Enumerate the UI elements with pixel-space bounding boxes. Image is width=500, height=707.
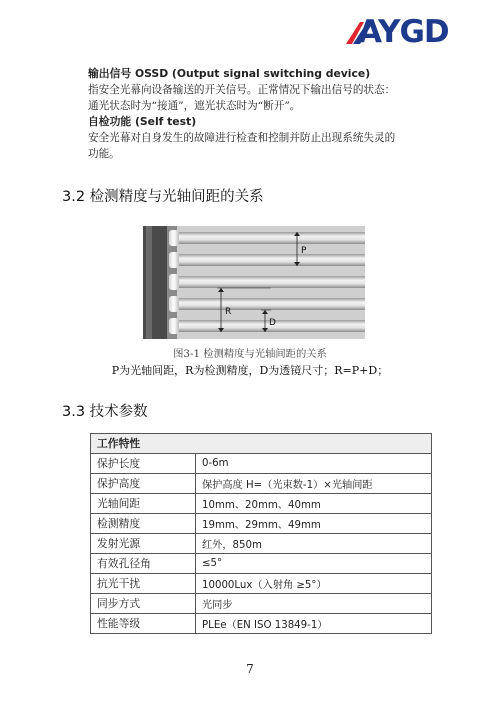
- company-logo: [344, 16, 464, 48]
- param-value: 0-6m: [196, 454, 432, 474]
- param-name: 检测精度: [91, 514, 196, 534]
- table-row: [91, 594, 432, 614]
- param-value: 红外，850m: [196, 534, 432, 554]
- light-curtain-diagram: [143, 226, 365, 339]
- param-value: ≤5°: [196, 554, 432, 574]
- table-header-cell: 工作特性: [91, 434, 432, 454]
- table-row: [91, 614, 432, 634]
- param-name: 保护长度: [91, 454, 196, 474]
- label-d: D: [269, 318, 276, 328]
- precision-spacing-figure: [143, 226, 365, 339]
- table-row: [91, 574, 432, 594]
- param-name: 同步方式: [91, 594, 196, 614]
- output-signal-title: 输出信号 OSSD (Output signal switching device): [88, 67, 371, 80]
- param-value: 保护高度 H=（光束数-1）×光轴间距: [196, 474, 432, 494]
- self-test-title: 自检功能 (Self test): [88, 115, 197, 128]
- param-name: 光轴间距: [91, 494, 196, 514]
- table-row: [91, 514, 432, 534]
- param-value: PLEe（EN ISO 13849-1）: [196, 614, 432, 634]
- output-signal-line-1: 指安全光幕向设备输送的开关信号。正常情况下输出信号的状态：: [88, 84, 396, 96]
- spec-table: [90, 433, 432, 634]
- light-beam: [173, 276, 365, 288]
- table-row: [91, 554, 432, 574]
- table-row: [91, 474, 432, 494]
- section-heading-3-3: 3.3 技术参数: [62, 404, 148, 420]
- table-header-row: [91, 434, 432, 454]
- light-beam: [173, 254, 365, 266]
- table-row: [91, 454, 432, 474]
- param-value: 光同步: [196, 594, 432, 614]
- self-test-line-2: 功能。: [88, 148, 120, 160]
- param-value: 10mm、20mm、40mm: [196, 494, 432, 514]
- light-beam: [173, 298, 365, 310]
- light-beam: [173, 232, 365, 244]
- label-r: R: [225, 307, 232, 317]
- param-value: 19mm、29mm、49mm: [196, 514, 432, 534]
- label-p: P: [301, 246, 307, 256]
- param-name: 抗光干扰: [91, 574, 196, 594]
- definitions-block: [88, 66, 438, 162]
- section-heading-3-2: 3.2 检测精度与光轴间距的关系: [62, 189, 264, 205]
- param-name: 性能等级: [91, 614, 196, 634]
- table-row: [91, 494, 432, 514]
- logo-text: AYGD: [358, 14, 449, 50]
- param-name: 发射光源: [91, 534, 196, 554]
- table-row: [91, 534, 432, 554]
- figure-caption: 图3-1 检测精度与光轴间距的关系: [173, 348, 327, 360]
- param-name: 保护高度: [91, 474, 196, 494]
- param-value: 10000Lux（入射角 ≥5°）: [196, 574, 432, 594]
- param-name: 有效孔径角: [91, 554, 196, 574]
- self-test-line-1: 安全光幕对自身发生的故障进行检查和控制并防止出现系统失灵的: [88, 132, 396, 144]
- output-signal-line-2: 通光状态时为“接通”，遮光状态时为“断开”。: [88, 100, 301, 112]
- page-number: 7: [246, 662, 254, 676]
- figure-formula: P为光轴间距，R为检测精度，D为透镜尺寸；R=P+D；: [111, 364, 389, 377]
